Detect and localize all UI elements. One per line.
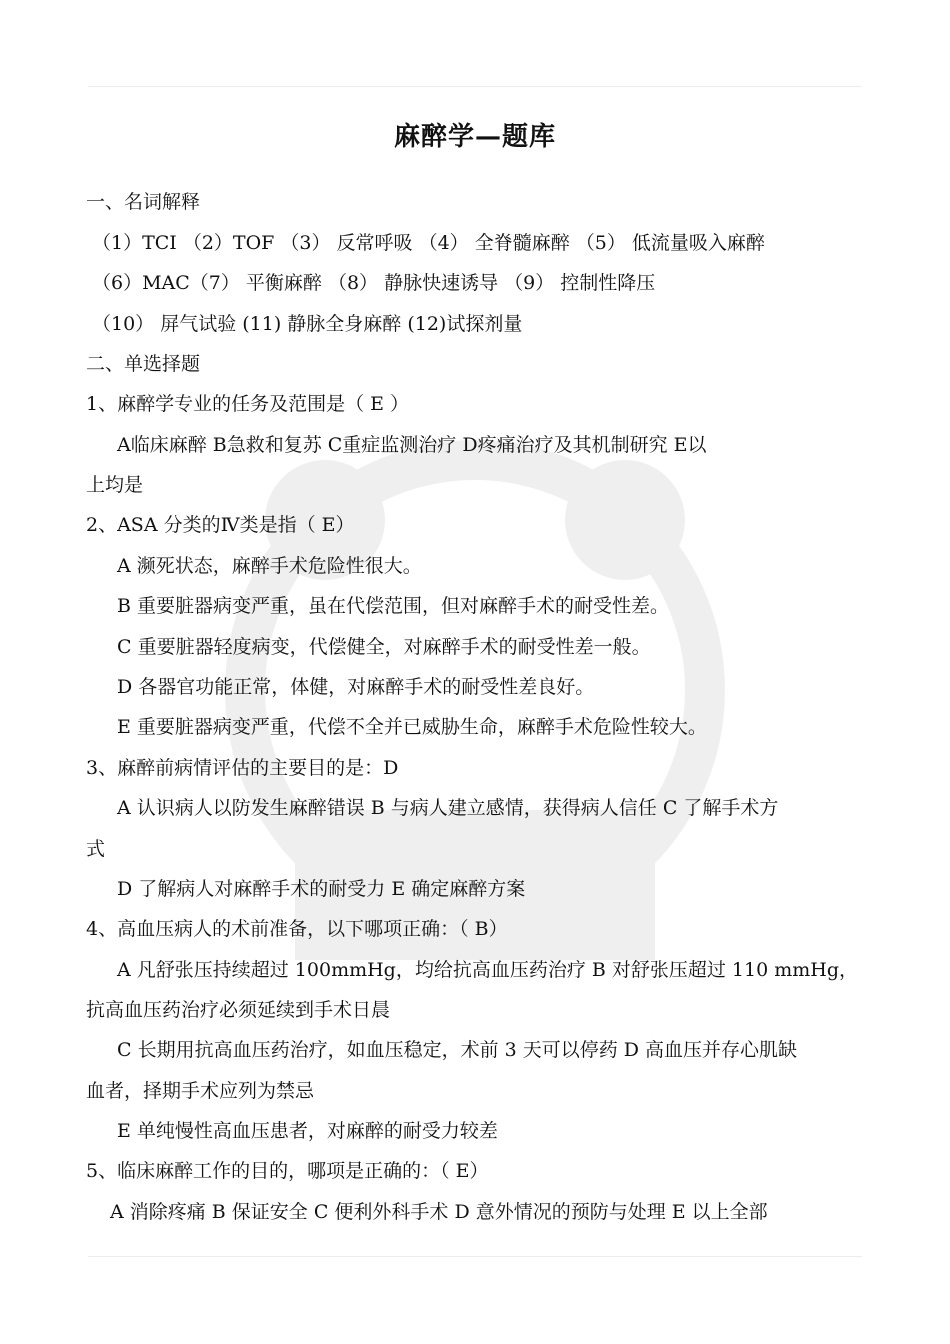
question-2-stem: 2、ASA 分类的Ⅳ类是指（ E） — [86, 514, 355, 536]
question-4-options-2: C 长期用抗高血压药治疗，如血压稳定，术前 3 天可以停药 D 高血压并存心肌缺 — [117, 1039, 798, 1061]
question-2-option-e: E 重要脏器病变严重，代偿不全并已威胁生命，麻醉手术危险性较大。 — [117, 716, 707, 738]
question-3-stem: 3、麻醉前病情评估的主要目的是：D — [86, 757, 399, 779]
question-2-option-a: A 濒死状态，麻醉手术危险性很大。 — [117, 555, 422, 577]
terms-row-1: （1）TCI （2）TOF （3） 反常呼吸 （4） 全脊髓麻醉 （5） 低流量吸入麻醉 — [92, 232, 765, 254]
question-3-options: A 认识病人以防发生麻醉错误 B 与病人建立感情，获得病人信任 C 了解手术方 — [117, 797, 779, 819]
page-title: 麻醉学—题库 — [393, 122, 556, 152]
question-2-option-d: D 各器官功能正常，体健，对麻醉手术的耐受性差良好。 — [117, 676, 595, 698]
terms-row-3: （10） 屏气试验 (11) 静脉全身麻醉 (12)试探剂量 — [92, 313, 523, 335]
question-4-options-1-cont: 抗高血压药治疗必须延续到手术日晨 — [86, 999, 391, 1021]
question-2-option-c: C 重要脏器轻度病变，代偿健全，对麻醉手术的耐受性差一般。 — [117, 636, 651, 658]
question-3-options-2: D 了解病人对麻醉手术的耐受力 E 确定麻醉方案 — [117, 878, 526, 900]
section-heading-single-choice: 二、单选择题 — [86, 353, 201, 375]
question-4-options-1: A 凡舒张压持续超过 100mmHg，均给抗高血压药治疗 B 对舒张压超过 110 mmHg， — [117, 959, 858, 981]
question-4-stem: 4、高血压病人的术前准备，以下哪项正确：（ B） — [86, 918, 508, 940]
question-5-options: A 消除疼痛 B 保证安全 C 便利外科手术 D 意外情况的预防与处理 E 以上全部 — [110, 1201, 768, 1223]
question-1-stem: 1、麻醉学专业的任务及范围是（ E ） — [86, 393, 410, 415]
question-2-option-b: B 重要脏器病变严重，虽在代偿范围，但对麻醉手术的耐受性差。 — [117, 595, 670, 617]
footer-rule — [88, 1256, 862, 1257]
question-4-option-e: E 单纯慢性高血压患者，对麻醉的耐受力较差 — [117, 1120, 498, 1142]
question-1-options-cont: 上均是 — [86, 474, 144, 496]
section-heading-terms: 一、名词解释 — [86, 191, 201, 213]
question-3-options-cont: 式 — [86, 838, 106, 860]
question-1-options: A临床麻醉 B急救和复苏 C重症监测治疗 D疼痛治疗及其机制研究 E以 — [117, 434, 707, 456]
question-4-options-2-cont: 血者，择期手术应列为禁忌 — [86, 1080, 315, 1102]
header-rule — [88, 86, 862, 87]
terms-row-2: （6）MAC（7） 平衡麻醉 （8） 静脉快速诱导 （9） 控制性降压 — [92, 272, 656, 294]
question-5-stem: 5、临床麻醉工作的目的，哪项是正确的：（ E） — [86, 1160, 489, 1182]
